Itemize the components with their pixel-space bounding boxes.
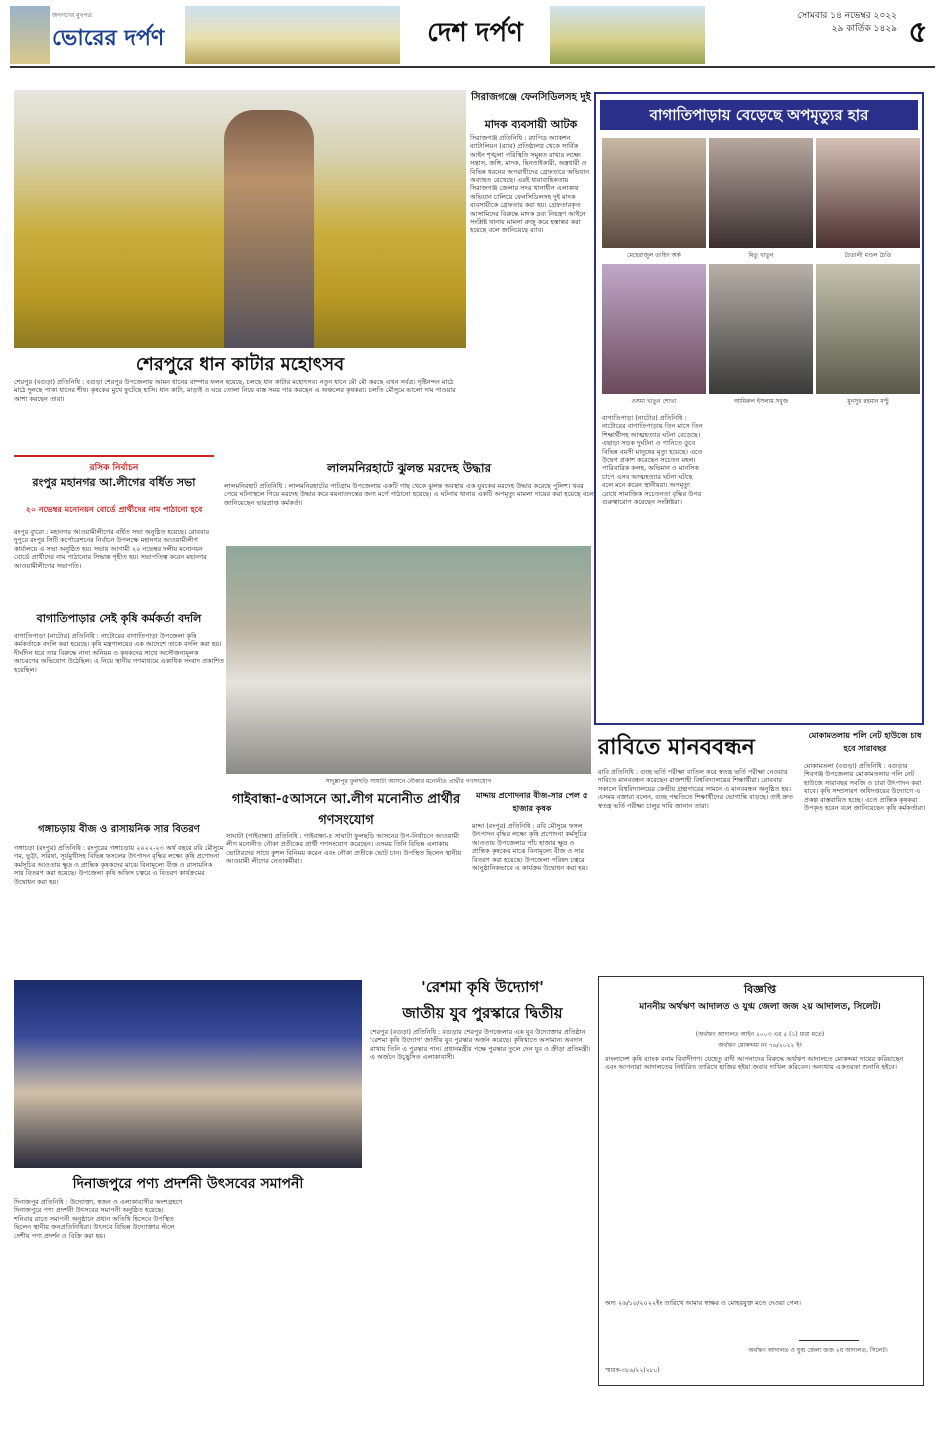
section-title: দেশ দর্পণ <box>427 18 523 48</box>
date-bangla: ২৯ কার্তিক ১৪২৯ <box>831 24 897 34</box>
date-box <box>707 10 897 60</box>
portrait <box>816 264 920 394</box>
center-photo <box>226 546 591 774</box>
portrait <box>602 138 706 248</box>
portrait-caption: মুনসুর রহমান মণ্টু <box>847 398 889 405</box>
center-photo-caption: সাদুল্লাপুর ফুলছড়ি সাঘাটা আসনে নৌকার মনোনীত প্রার্থীর গণসংযোগ <box>325 778 492 785</box>
signature <box>799 1315 859 1341</box>
notice-body: বাংলাদেশ কৃষি ব্যাংক বনাম বিবাদীগণ। যেহেতু বাদী আপনাদের বিরুদ্ধে অর্থঋণ আদালতে মোকদ্দমা দায়ের করিয়াছেন এবং আপনারা আদালতের নির্ধারিত তারিখে হাজির হইয়া জবাব দাখিল করিবেন। অন্যথায় একতরফা শুনানি হইবে। <box>605 1055 904 1072</box>
masthead-rule <box>10 66 935 68</box>
gaibandha-headline: গাইবান্ধা-৫আসনে আ.লীগ মনোনীত প্রার্থীর গণসংযোগ <box>231 792 461 828</box>
portrait <box>709 264 813 394</box>
paper-name: ভোরের দর্পণ <box>52 26 165 51</box>
bagatipara-box <box>594 92 924 725</box>
portrait-caption: মিতু খাতুন <box>748 252 774 259</box>
reshma-headline-line1: 'রেশমা কৃষি উদ্যোগ' <box>421 978 544 996</box>
farmer-figure <box>224 110 314 348</box>
date-gregorian: সোমবার ১৪ নভেম্বর ২০২২ <box>797 11 897 21</box>
portrait <box>602 264 706 394</box>
reshma-body: শেরপুর (বগুড়া) প্রতিনিধি : বগুড়ার শেরপুর উপজেলার এক যুব উদ্যোক্তার প্রতিষ্ঠান 'রেশমা কৃষি উদ্যোগ' জাতীয় যুব পুরস্কার অর্জন করেছে। কৃষিখাতে অসামান্য অবদান রাখায় তিনি এ পুরস্কার পান। প্রধানমন্ত্রীর পক্ষে পুরস্কার তুলে দেন যুব ও ক্রীড়া প্রতিমন্ত্রী। এ অর্জনে উচ্ছ্বসিত এলাকাবাসী। <box>370 1028 591 1062</box>
rangpur-kicker: রসিক নির্বাচন <box>89 463 139 473</box>
masthead-photo-left <box>10 6 50 64</box>
mokamtola-body: মোকামতলা (বগুড়া) প্রতিনিধি : বগুড়ার শিবগঞ্জ উপজেলার মোকামতলায় পলি নেট হাউজে সারাবছর সবজি ও চারা উৎপাদন করা যাবে। কৃষি সম্প্রসারণ অধিদপ্তরের উদ্যোগে এ প্রকল্প বাস্তবায়িত হচ্ছে। এতে প্রান্তিক কৃষকরা উপকৃত হবেন বলে জানিয়েছেন কৃষি কর্মকর্তারা। <box>804 762 926 813</box>
sirajganj-headline: মাদক ব্যবসায়ী আটক <box>484 118 578 131</box>
notice-title: বিজ্ঞপ্তি <box>744 983 776 996</box>
paper-logo[interactable] <box>52 10 182 60</box>
paper-slogan: জনগণের মুখপত্র <box>52 12 92 19</box>
dinajpur-photo <box>14 980 362 1168</box>
notice-signature-label: অর্থঋণ আদালত ও যুগ্ম জেলা জজ ২য় আদালত, সিলেট। <box>748 1347 888 1354</box>
portrait <box>709 138 813 248</box>
dinajpur-body: দিনাজপুর প্রতিনিধি : উদ্যোক্তা, স্বজন ও এলাকাবাসীর অংশগ্রহণে দিনাজপুরে পণ্য প্রদর্শনী উৎসবের সমাপনী অনুষ্ঠিত হয়েছে। শনিবার রাতে সমাপনী অনুষ্ঠানে প্রধান অতিথি হিসেবে উপস্থিত ছিলেন স্থানীয় জনপ্রতিনিধিরা। উৎসবে বিভিন্ন উদ্যোক্তার স্টলে দেশীয় পণ্য প্রদর্শন ও বিক্রি করা হয়। <box>14 1198 183 1240</box>
sirajganj-body: সিরাজগঞ্জ প্রতিনিধি : র‍্যাপিড অ্যাকশন ব্যাটালিয়ন (র‍্যাব) প্রতিষ্ঠালগ্ন থেকে সার্বিক আইন শৃঙ্খলা পরিস্থিতি সমুন্নত রাখার লক্ষ্যে সন্ত্রাস, জঙ্গি, মাদক, ছিনতাইকারী, অস্ত্রধারী ও বিভিন্ন ধরনের অপরাধীদের গ্রেফতারে অভিযান অব্যাহত রেখেছে। এরই ধারাবাহিকতায় সিরাজগঞ্জ জেলার সদর থানাধীন এলাকায় অভিযান চালিয়ে ফেনসিডিলসহ দুই মাদক ব্যবসায়ীকে গ্রেফতার করা হয়। গ্রেফতারকৃত আসামিদের বিরুদ্ধে মাদক দ্রব্য নিয়ন্ত্রণ আইনে সংশ্লিষ্ট থানায় মামলা রুজু করে হস্তান্তর করা হয়েছে বলে জানিয়েছে র‍্যাব। <box>470 134 590 235</box>
krishi-body: বাগাতিপাড়া (নাটোর) প্রতিনিধি : নাটোরের বাগাতিপাড়া উপজেলা কৃষি কর্মকর্তাকে বদলি করা হয়েছে। কৃষি মন্ত্রণালয়ের এক আদেশে তাকে বদলি করা হয়। দীর্ঘদিন ধরে তার বিরুদ্ধে নানা অনিয়ম ও কৃষকদের সাথে অসৌজন্যমূলক আচরণের অভিযোগ উঠেছিল। এ নিয়ে স্থানীয় গণমাধ্যমে একাধিক সংবাদ প্রকাশিত হয়েছিল। <box>14 632 224 674</box>
rabi-headline: রাবিতে মানববন্ধন <box>598 735 755 760</box>
lalmonirhat-headline: লালমনিরহাটে ঝুলন্ত মরদেহ উদ্ধার <box>326 461 492 475</box>
rabi-body: রাবি প্রতিনিধি : গুচ্ছ ভর্তি পরীক্ষা বাতিল করে স্বতন্ত্র ভর্তি পরীক্ষা নেওয়ার দাবিতে মানববন্ধন করেছেন রাজশাহী বিশ্ববিদ্যালয়ের শিক্ষার্থীরা। রোববার সকালে বিশ্ববিদ্যালয়ের কেন্দ্রীয় গ্রন্থাগারের সামনে এ মানববন্ধন অনুষ্ঠিত হয়। এসময় বক্তারা বলেন, গুচ্ছ পদ্ধতিতে শিক্ষার্থীদের ভোগান্তি বাড়ছে। তাই দ্রুত স্বতন্ত্র ভর্তি পরীক্ষা চালুর দাবি জানান তারা। <box>598 768 794 810</box>
portrait <box>816 138 920 248</box>
masthead-photo-right <box>550 6 705 64</box>
rangpur-body: রংপুর ব্যুরো : মহানগর আওয়ামীলীগের বর্ধিত সভা অনুষ্ঠিত হয়েছে। রোববার দুপুরে রংপুর সিটি কর্পোরেশনের নির্বাচন উপলক্ষে মহানগর আওয়ামীলীগ কার্যালয়ে এ সভা অনুষ্ঠিত হয়। সভায় আগামী ২০ নভেম্বর দলীয় মনোনয়ন বোর্ডে প্রার্থীদের নাম পাঠানোর সিদ্ধান্ত গৃহীত হয়। সভাপতিত্ব করেন মহানগর আওয়ামীলীগের সভাপতি। <box>14 528 210 570</box>
krishi-headline: বাগাতিপাড়ার সেই কৃষি কর্মকর্তা বদলি <box>36 612 202 625</box>
page-number: ৫ <box>908 15 928 50</box>
gangachara-headline: গঙ্গাচড়ায় বীজ ও রাসায়নিক সার বিতরণ <box>38 824 200 835</box>
photo-grid <box>602 138 920 408</box>
lead-headline: শেরপুরে ধান কাটার মহোৎসব <box>135 354 345 375</box>
portrait-caption: আমিরুল ইসলাম সবুজ <box>733 398 789 405</box>
gangachara-body: গঙ্গাচড়া (রংপুর) প্রতিনিধি : রংপুরের গঙ্গাচড়ায় ২০২২-২৩ অর্থ বছরে রবি মৌসুমে গম, ভুট্টা, সরিষা, সূর্যমুখীসহ বিভিন্ন ফসলের উৎপাদন বৃদ্ধির লক্ষ্যে কৃষি প্রণোদনা কর্মসূচির আওতায় ক্ষুদ্র ও প্রান্তিক কৃষকদের মাঝে বিনামূল্যে বীজ ও রাসায়নিক সার বিতরণ করা হয়েছে। উপজেলা কৃষি অফিস চত্বরে এ বিতরণ কার্যক্রমের উদ্বোধন করা হয়। <box>14 844 224 886</box>
notice-court: মাননীয় অর্থঋণ আদালত ও যুগ্ম জেলা জজ ২য় আদালত, সিলেট। <box>639 1002 881 1012</box>
notice-case-no: অর্থঋণ মোকদ্দমা নং ৭৬/২০২২ ইং <box>718 1042 802 1049</box>
portrait-caption: মেহেরাজুল তাহিদ অর্ক <box>627 252 681 259</box>
bagatipara-headline: বাগাতিপাড়ায় বেড়েছে অপমৃত্যুর হার <box>600 100 918 130</box>
court-notice <box>598 976 924 1386</box>
notice-footer-ref: স্মারক-৩৮৬/২২(২৮০) <box>605 1367 660 1374</box>
masthead <box>10 6 935 64</box>
notice-act: (অর্থঋণ আদালত আইন ২০০৩ এর ৫ (১) ধারা মতে) <box>695 1031 825 1038</box>
madda-body: মাদ্দা (রংপুর) প্রতিনিধি : রবি মৌসুমে ফসল উৎপাদন বৃদ্ধির লক্ষ্যে কৃষি প্রণোদনা কর্মসূচির আওতায় উপজেলার পাঁচ হাজার ক্ষুদ্র ও প্রান্তিক কৃষকের মাঝে বিনামূল্যে বীজ ও সার বিতরণ করা হয়েছে। উপজেলা পরিষদ চত্বরে আনুষ্ঠানিকভাবে এ কার্যক্রম উদ্বোধন করা হয়। <box>472 822 588 873</box>
masthead-photo-mid <box>185 6 400 64</box>
sirajganj-kicker: সিরাজগঞ্জে ফেনসিডিলসহ দুই <box>471 92 591 103</box>
lead-body: শেরপুর (বগুড়া) প্রতিনিধি : বগুড়া শেরপুর উপজেলায় আমন ধানের বাম্পার ফলন হয়েছে, চলছে ধান কাটার মহোৎসব। নতুন ধানে মৌ মৌ করছে এখন সর্বত্র। দৃষ্টিনন্দন মাঠে মাঠে দুলছে পাকা ধানের শীষ। কৃষকের মুখে ফুটেছে হাসি। ধান কাটা, মাড়াই ও ঘরে তোলা নিয়ে ব্যস্ত সময় পার করছেন এ অঞ্চলের কৃষকরা। চলতি মৌসুমে ভালো দাম পাওয়ার আশা করছেন তারা। <box>14 378 456 403</box>
bagatipara-body: বাগাতিপাড়া (নাটোর) প্রতিনিধি : নাটোরের বাগাতিপাড়ায় তিন মাসে তিন শিক্ষার্থীসহ আত্মহত্যার ঘটনা বেড়েছে। এছাড়া সড়ক দুর্ঘটনা ও পানিতে ডুবে বিভিন্ন বয়সী মানুষের মৃত্যু হয়েছে। এতে উদ্বেগ প্রকাশ করেছেন সচেতন মহল। পারিবারিক কলহ, অভিমান ও মানসিক চাপে এসব আত্মহত্যার ঘটনা ঘটছে বলে মনে করেন স্থানীয়রা। অপমৃত্যু রোধে সামাজিক সচেতনতা বৃদ্ধির উপর গুরুত্বারোপ করেছেন সংশ্লিষ্টরা। <box>602 414 703 507</box>
rangpur-subhead: ২০ নভেম্বর মনোনয়ন বোর্ডে প্রার্থীদের নাম পাঠানো হবে <box>25 505 203 514</box>
madda-headline: মাদ্দায় প্রণোদনার বীজ-সার পেল ৫ হাজার কৃষক <box>476 791 588 813</box>
divider <box>14 455 214 457</box>
dinajpur-headline: দিনাজপুরে পণ্য প্রদর্শনী উৎসবের সমাপনী <box>72 1176 304 1192</box>
notice-issue-date: অদ্য ২৬/১০/২০২২ইং তারিখে আমার স্বাক্ষর ও মোহরযুক্ত মতে দেওয়া গেল। <box>605 1299 801 1307</box>
lalmonirhat-body: লালমনিরহাট প্রতিনিধি : লালমনিরহাটের পাটগ্রাম উপজেলায় একটি গাছ থেকে ঝুলন্ত অবস্থায় এক যুবকের মরদেহ উদ্ধার করেছে পুলিশ। খবর পেয়ে ঘটনাস্থলে গিয়ে মরদেহ উদ্ধার করে ময়নাতদন্তের জন্য মর্গে পাঠানো হয়েছে। এ ঘটনায় থানায় একটি অপমৃত্যু মামলা দায়ের করা হয়েছে বলে জানিয়েছেন ভারপ্রাপ্ত কর্মকর্তা। <box>224 482 594 507</box>
rangpur-headline: রংপুর মহানগর আ.লীগের বর্ধিত সভা <box>32 476 196 489</box>
reshma-headline-line2: জাতীয় যুব পুরস্কারে দ্বিতীয় <box>402 1004 563 1022</box>
portrait-caption: ওসমা খাতুন শোভা <box>631 398 677 405</box>
portrait-caption: চৈতালী মণ্ডল চৈতি <box>844 252 892 259</box>
mokamtola-headline: মোকামতলায় পলি নেট হাউজে চাষ হবে সারাবছর <box>808 731 922 753</box>
gaibandha-body: সাঘাটা (গাইবান্ধা) প্রতিনিধি : গাইবান্ধা-৫ সাঘাটা ফুলছড়ি আসনের উপ-নির্বাচনে আওয়ামী লীগ মনোনীত নৌকা প্রতীকের প্রার্থী গণসংযোগ করেছেন। এসময় তিনি বিভিন্ন এলাকায় ভোটারদের সাথে কুশল বিনিময় করেন এবং নৌকা প্রতীকে ভোট চান। উপস্থিত ছিলেন স্থানীয় আওয়ামী লীগের নেতাকর্মীরা। <box>226 832 462 866</box>
lead-photo <box>14 90 466 348</box>
